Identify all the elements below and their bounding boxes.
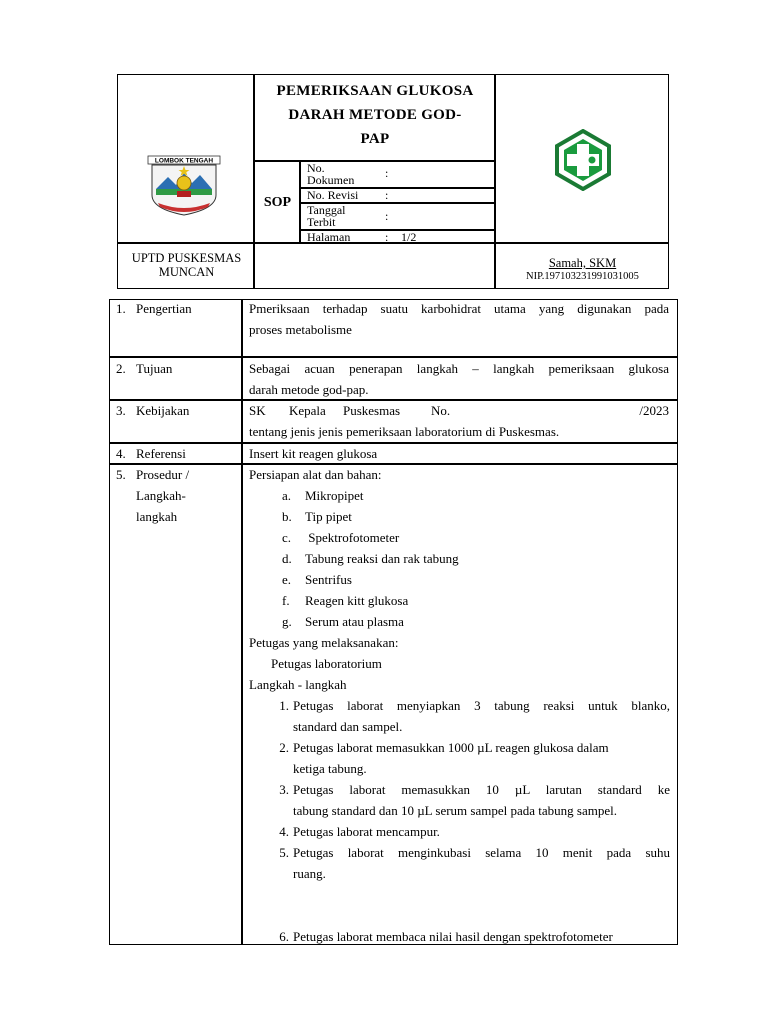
- content-tujuan: Sebagai acuan penerapan langkah – langkah pemeriksaan glukosa darah metode god-pap.: [249, 361, 669, 397]
- list-item: 2. Petugas laborat memasukkan 1000 µL reagen glukosa dalam ketiga tabung.: [279, 740, 609, 776]
- institution-name: UPTD PUSKESMAS MUNCAN: [131, 251, 242, 279]
- list-item: 4. Petugas laborat mencampur.: [279, 824, 440, 839]
- list-item: 1. Petugas laborat menyiapkan 3 tabung reaksi untuk blanko, standard dan sampel.: [279, 698, 670, 734]
- content-pengertian: Pmeriksaan terhadap suatu karbohidrat utama yang digunakan pada proses metabolisme: [249, 301, 669, 337]
- content-referensi: Insert kit reagen glukosa: [249, 446, 378, 461]
- list-item: d.: [282, 551, 292, 566]
- sop-label: SOP: [263, 195, 292, 210]
- lombok-tengah-logo: [146, 155, 222, 222]
- logo-text: LOMBOK TENGAH: [154, 157, 214, 165]
- procedure-table: 1. Pengertian Pmeriksaan terhadap suatu karbohidrat utama yang digunakan pada proses metabolisme 2. Tujuan Sebagai acuan penerapan langkah – langkah pemeriksaan glukosa darah metode god-pap. 3. Kebijakan SK Kepala Puskesmas No. /2023 tentang jenis jenis pemeriksaan laboratorium di Puskesmas. 4. Referensi Insert kit reagen glukosa 5. Prosedur / Langkah- langkah Persiapan alat dan bahan: a. Mikropipet b. Tip pipet c. Spektrofotometer d. Tabung reaksi dan rak tabung e. Sentrifus f. Reagen kitt glukosa g. Serum atau plasma Petugas yang melaksanakan: Petugas laboratorium Langkah - langkah 1. Petugas laborat menyiapkan 3 tabung reaksi untuk blanko, standard dan sampel. 2. Petugas laborat memasukkan 1000 µL reagen glukosa dalam ketiga tabung. 3. Petugas laborat memasukkan 10 µL larutan standard ke tabung standard dan 10 µL serum sampel pada tabung sampel. 4. Petugas laborat mencampur. 5. Petugas laborat menginkubasi selama 10 menit pada suhu ruang. 6. Petugas laborat membaca nilai hasil dengan spektrofotometer: [109, 299, 678, 945]
- steps-title: Langkah - langkah: [249, 677, 347, 692]
- officer-name: Petugas laboratorium: [271, 656, 382, 671]
- content-kebijakan: SK Kepala Puskesmas No. /2023 tentang jenis jenis pemeriksaan laboratorium di Puskesmas.: [249, 403, 669, 439]
- officer-title: Petugas yang melaksanakan:: [249, 635, 399, 650]
- list-item: g.: [282, 614, 292, 629]
- list-item: 6. Petugas laborat membaca nilai hasil dengan spektrofotometer: [279, 929, 613, 944]
- list-item: c.: [282, 530, 292, 545]
- list-item: b.: [282, 509, 292, 524]
- list-item: e.: [282, 572, 292, 587]
- signer-nip: NIP.197103231991031005: [526, 271, 639, 282]
- list-item: 5. Petugas laborat menginkubasi selama 10 menit pada suhu ruang.: [279, 845, 670, 881]
- puskesmas-logo: [551, 129, 615, 196]
- list-item: 3. Petugas laborat memasukkan 10 µL larutan standard ke tabung standard dan 10 µL serum sampel pada tabung sampel.: [279, 782, 670, 818]
- document-title: PEMERIKSAAN GLUKOSA DARAH METODE GOD- PAP: [276, 83, 474, 147]
- prep-title: Persiapan alat dan bahan:: [249, 467, 382, 482]
- header-table: LOMBOK TENGAH PEMERIKSAAN GLUKOSA DARAH METODE GOD- PAP SOP No. Dokumen : No. Revisi : Tanggal Terbit : Halaman : 1/2 UPTD PUSKESMAS MUNCAN Samah, SKM NIP.197103231991031005: [117, 74, 669, 289]
- signer-block: [495, 257, 670, 283]
- list-item: f.: [282, 593, 290, 608]
- meta-no-dokumen: No. Dokumen :: [307, 161, 389, 187]
- signer-name: Samah, SKM: [548, 256, 617, 270]
- meta-tanggal-terbit: Tanggal Terbit :: [307, 203, 389, 229]
- list-item: a.: [282, 488, 292, 503]
